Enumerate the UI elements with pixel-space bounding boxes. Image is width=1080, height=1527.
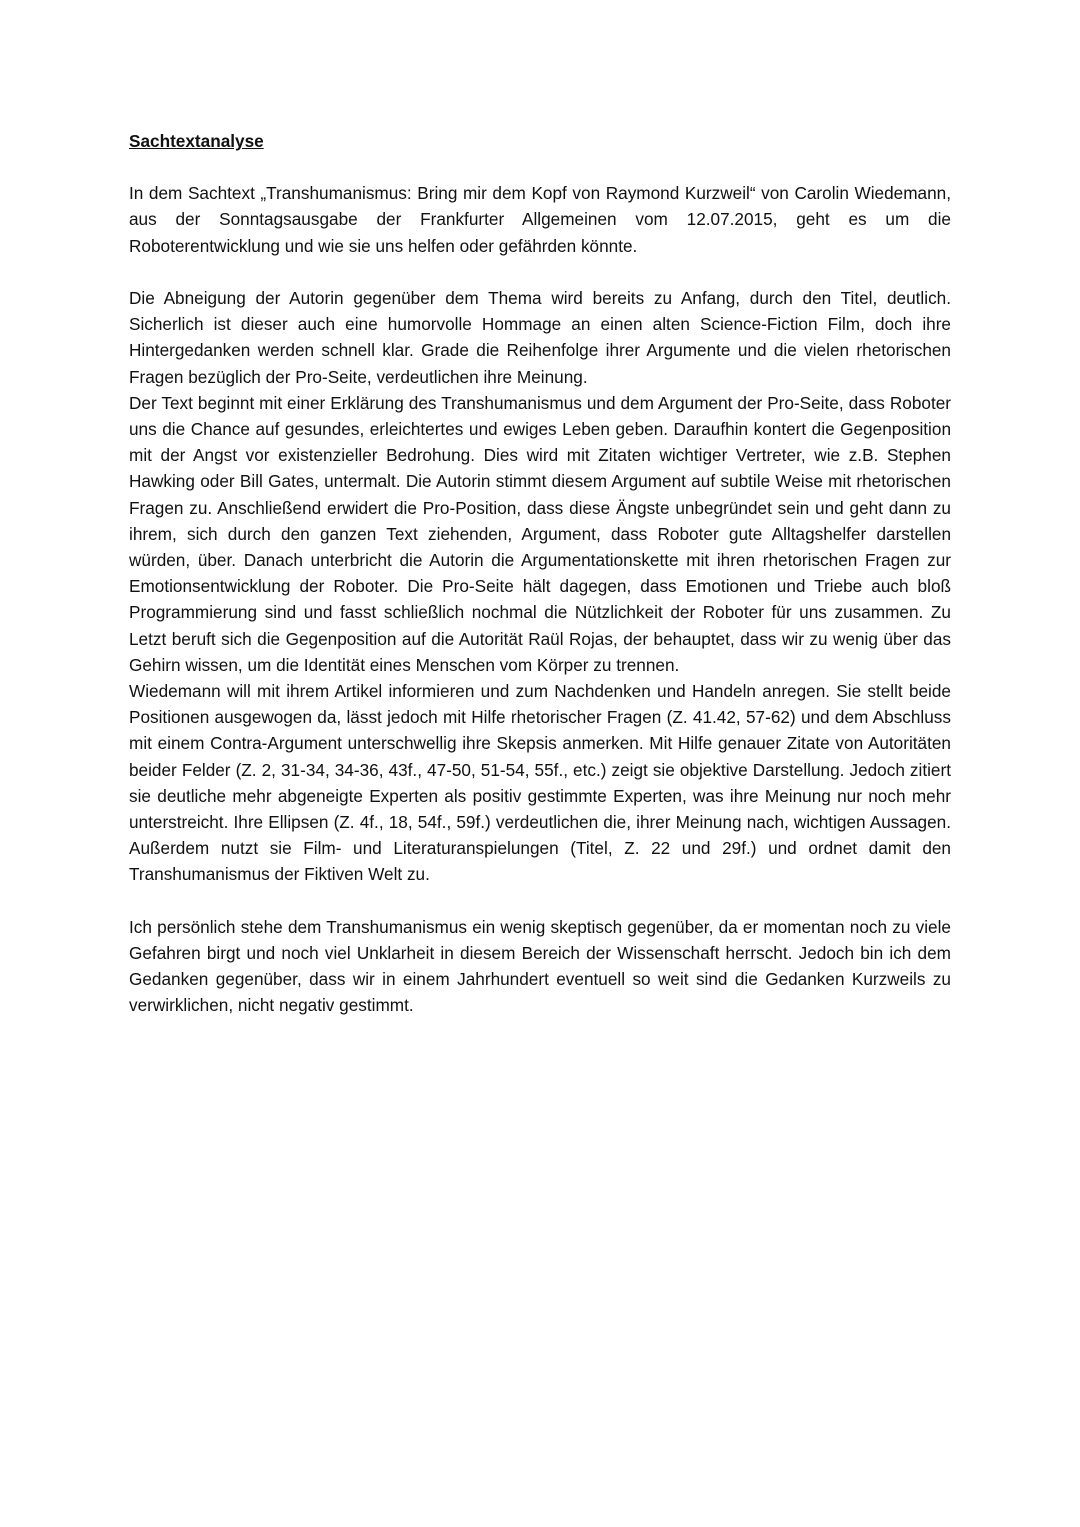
- paragraph-language-analysis: Wiedemann will mit ihrem Artikel informieren und zum Nachdenken und Handeln anregen. Sie stellt beide Positionen ausgewogen da, lässt jedoch mit Hilfe rhetorischer Fragen (Z. 41.42, 57-62) und dem Abschluss mit einem Contra-Argument unterschwellig ihre Skepsis anmerken. Mit Hilfe genauer Zitate von Autoritäten beider Felder (Z. 2, 31-34, 34-36, 43f., 47-50, 51-54, 55f., etc.) zeigt sie objektive Darstellung. Jedoch zitiert sie deutliche mehr abgeneigte Experten als positiv gestimmte Experten, was ihre Meinung nur noch mehr unterstreicht. Ihre Ellipsen (Z. 4f., 18, 54f., 59f.) verdeutlichen die, ihrer Meinung nach, wichtigen Aussagen. Außerdem nutzt sie Film- und Literaturanspielungen (Titel, Z. 22 und 29f.) und ordnet damit den Transhumanismus der Fiktiven Welt zu.: [129, 681, 951, 885]
- paragraph-spacer: [129, 888, 951, 914]
- paragraph-argument-structure: Der Text beginnt mit einer Erklärung des Transhumanismus und dem Argument der Pro-Seite, dass Roboter uns die Chance auf gesundes, erleichtertes und ewiges Leben geben. Daraufhin kontert die Gegenposition mit der Angst vor existenzieller Bedrohung. Dies wird mit Zitaten wichtiger Vertreter, wie z.B. Stephen Hawking oder Bill Gates, untermalt. Die Autorin stimmt diesem Argument auf subtile Weise mit rhetorischen Fragen zu. Anschließend erwidert die Pro-Position, dass diese Ängste unbegründet sein und geht dann zu ihrem, sich durch den ganzen Text ziehenden, Argument, dass Roboter gute Alltagshelfer darstellen würden, über. Danach unterbricht die Autorin die Argumentationskette mit ihren rhetorischen Fragen zur Emotionsentwicklung der Roboter. Die Pro-Seite hält dagegen, dass Emotionen und Triebe auch bloß Programmierung sind und fasst schließlich nochmal die Nützlichkeit der Roboter für uns zusammen. Zu Letzt beruft sich die Gegenposition auf die Autorität Raül Rojas, der behauptet, dass wir zu wenig über das Gehirn wissen, um die Identität eines Menschen vom Körper zu trennen.: [129, 392, 951, 675]
- document-title: Sachtextanalyse: [129, 131, 264, 151]
- paragraph-introduction: In dem Sachtext „Transhumanismus: Bring mir dem Kopf von Raymond Kurzweil“ von Carolin Wiedemann, aus der Sonntagsausgabe der Frankfurter Allgemeinen vom 12.07.2015, geht es um die Roboterentwicklung und wie sie uns helfen oder gefährden könnte.: [129, 183, 951, 256]
- document-page: [129, 128, 951, 1019]
- paragraph-author-attitude: Die Abneigung der Autorin gegenüber dem Thema wird bereits zu Anfang, durch den Titel, deutlich. Sicherlich ist dieser auch eine humorvolle Hommage an einen alten Science-Fiction Film, doch ihre Hintergedanken werden schnell klar. Grade die Reihenfolge ihrer Argumente und die vielen rhetorischen Fragen bezüglich der Pro-Seite, verdeutlichen ihre Meinung.: [129, 288, 951, 387]
- paragraph-spacer: [129, 259, 951, 285]
- paragraph-personal-opinion: Ich persönlich stehe dem Transhumanismus ein wenig skeptisch gegenüber, da er momentan noch zu viele Gefahren birgt und noch viel Unklarheit in diesem Bereich der Wissenschaft herrscht. Jedoch bin ich dem Gedanken gegenüber, dass wir in einem Jahrhundert eventuell so weit sind die Gedanken Kurzweils zu verwirklichen, nicht negativ gestimmt.: [129, 916, 951, 1016]
